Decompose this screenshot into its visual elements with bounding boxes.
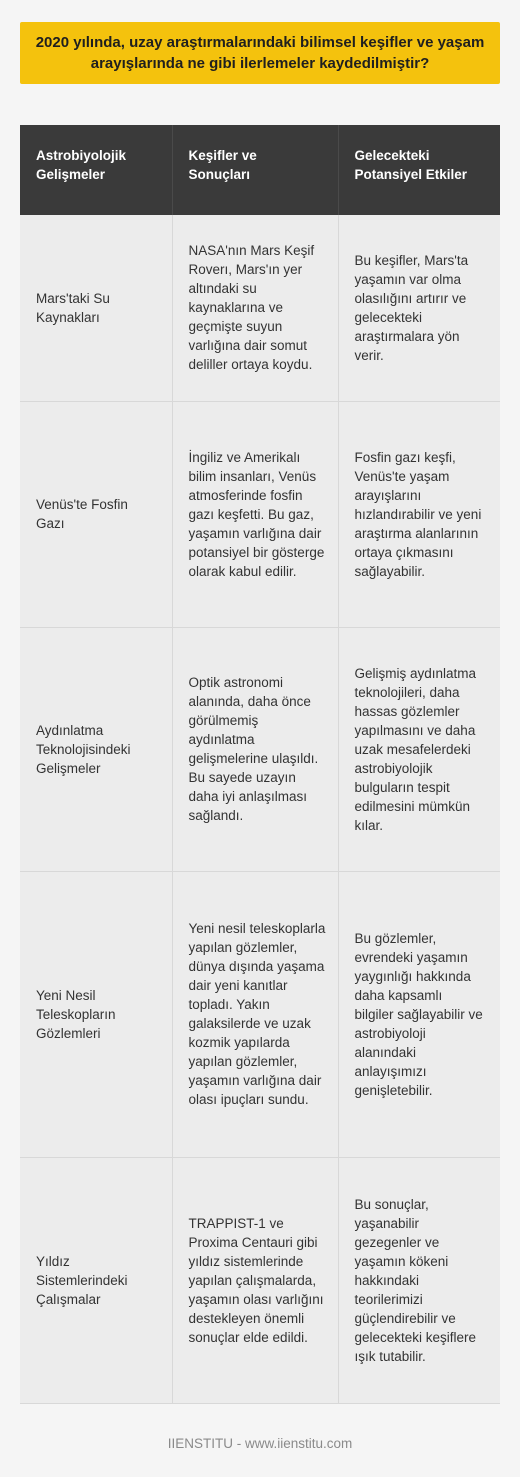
table-header-row (20, 125, 500, 215)
row-topic: Yeni Nesil Teleskopların Gözlemleri (20, 871, 172, 1157)
row-impact: Fosfin gazı keşfi, Venüs'te yaşam arayışlarını hızlandırabilir ve yeni araştırma alanlarının ortaya çıkmasını sağlayabilir. (338, 401, 500, 627)
table-row (20, 627, 500, 871)
row-impact: Bu sonuçlar, yaşanabilir gezegenler ve yaşamın kökeni hakkındaki teorilerimizi güçlendirebilir ve gelecekteki keşiflere ışık tutabilir. (338, 1157, 500, 1403)
row-topic: Yıldız Sistemlerindeki Çalışmalar (20, 1157, 172, 1403)
column-header-impacts: Gelecekteki Potansiyel Etkiler (338, 125, 500, 215)
row-findings: Optik astronomi alanında, daha önce görülmemiş aydınlatma gelişmelerine ulaşıldı. Bu sayede uzayın daha iyi anlaşılması sağlandı. (172, 627, 338, 871)
table-row (20, 401, 500, 627)
table-row (20, 871, 500, 1157)
row-topic: Mars'taki Su Kaynakları (20, 215, 172, 401)
page-title: 2020 yılında, uzay araştırmalarındaki bilimsel keşifler ve yaşam arayışlarında ne gibi ilerlemeler kaydedilmiştir? (35, 34, 485, 72)
row-topic: Aydınlatma Teknolojisindeki Gelişmeler (20, 627, 172, 871)
row-findings: İngiliz ve Amerikalı bilim insanları, Venüs atmosferinde fosfin gazı keşfetti. Bu gaz, yaşamın varlığına dair potansiyel bir gösterge olarak kabul edilir. (172, 401, 338, 627)
table-row (20, 1157, 500, 1403)
row-findings: Yeni nesil teleskoplarla yapılan gözlemler, dünya dışında yaşama dair yeni kanıtlar topladı. Yakın galaksilerde ve uzak kozmik yapılarda yapılan gözlemler, yaşamın varlığına dair olası ipuçları sundu. (172, 871, 338, 1157)
row-topic: Venüs'te Fosfin Gazı (20, 401, 172, 627)
row-impact: Bu gözlemler, evrendeki yaşamın yaygınlığı hakkında daha kapsamlı bilgiler sağlayabilir ve astrobiyoloji alanındaki anlayışımızı genişletebilir. (338, 871, 500, 1157)
footer-credit: IIENSTITU - www.iienstitu.com (167, 1436, 353, 1451)
row-impact: Bu keşifler, Mars'ta yaşamın var olma olasılığını artırır ve gelecekteki araştırmalara yön verir. (338, 215, 500, 401)
column-header-developments: Astrobiyolojik Gelişmeler (20, 125, 172, 215)
table-row (20, 215, 500, 401)
discoveries-table (20, 125, 500, 1404)
row-impact: Gelişmiş aydınlatma teknolojileri, daha hassas gözlemler yapılmasını ve daha uzak mesafelerdeki astrobiyolojik bulguların tespit edilmesini mümkün kılar. (338, 627, 500, 871)
row-findings: NASA'nın Mars Keşif Roverı, Mars'ın yer altındaki su kaynaklarına ve geçmişte suyun varlığına dair somut deliller ortaya koydu. (172, 215, 338, 401)
title-banner (20, 22, 500, 84)
row-findings: TRAPPIST-1 ve Proxima Centauri gibi yıldız sistemlerinde yapılan çalışmalarda, yaşamın olası varlığını destekleyen önemli sonuçlar elde edildi. (172, 1157, 338, 1403)
column-header-findings: Keşifler ve Sonuçları (172, 125, 338, 215)
